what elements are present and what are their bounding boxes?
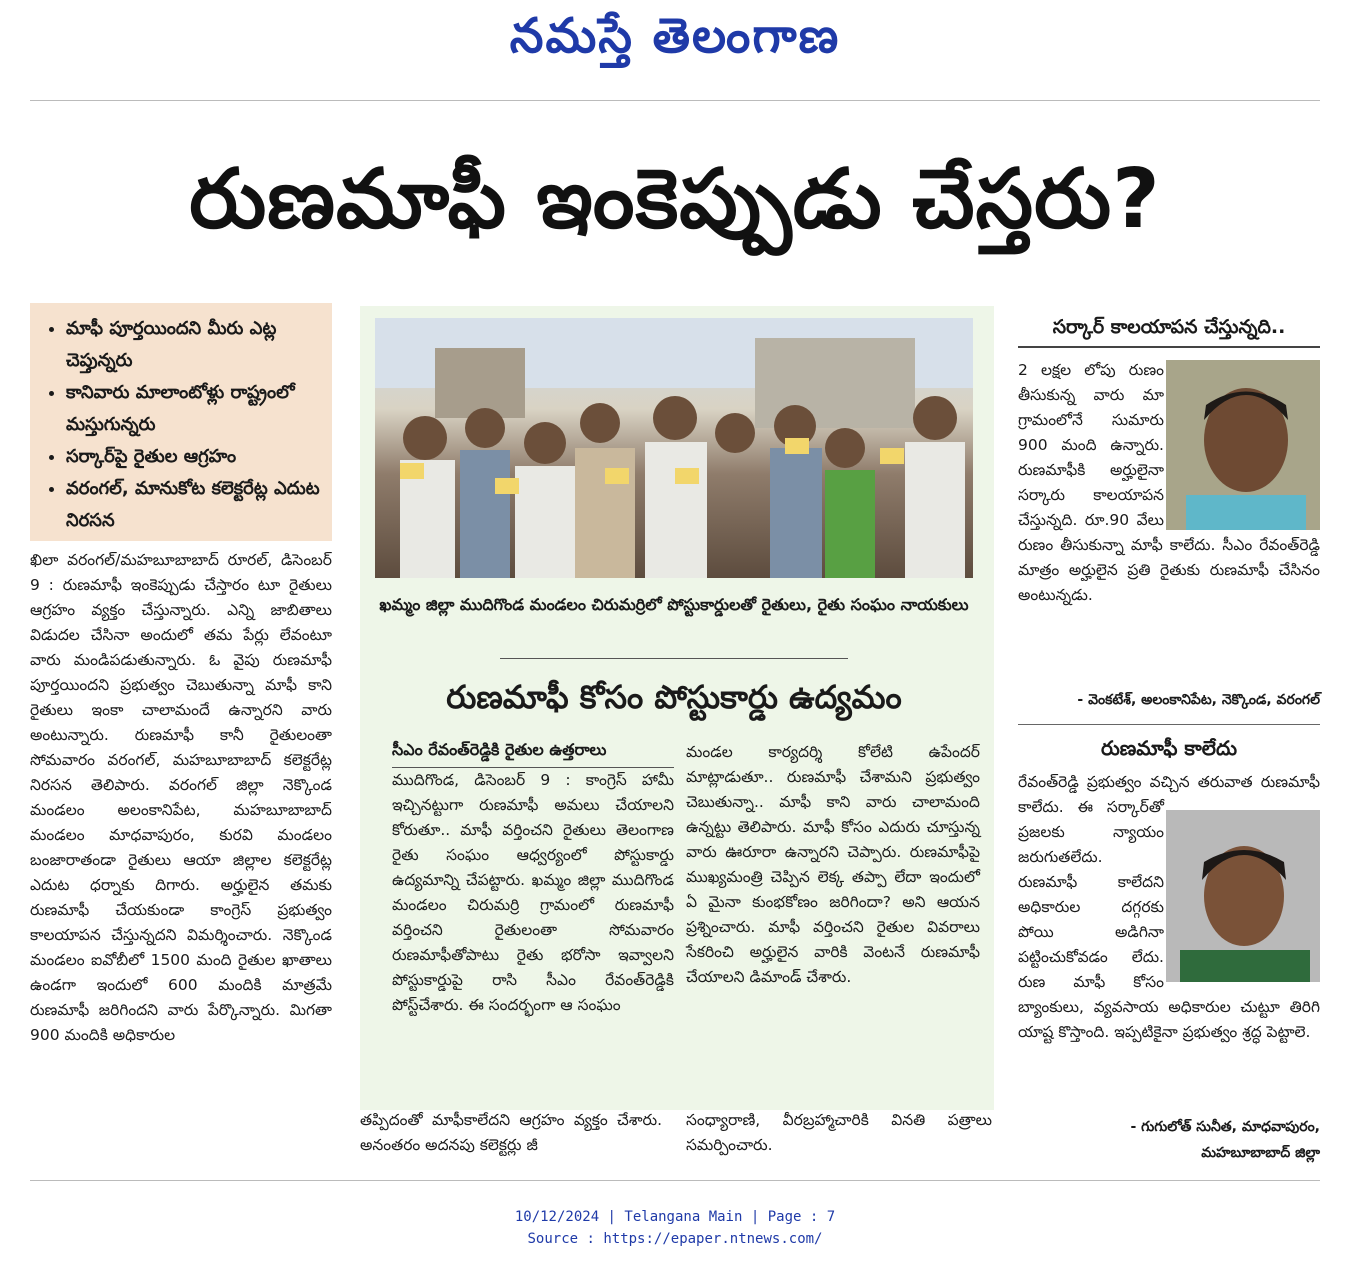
top-divider <box>30 100 1320 101</box>
signature-line: మహబూబాబాద్ జిల్లా <box>1201 1145 1320 1161</box>
side-quote-2-signature <box>1018 1114 1320 1166</box>
page-footer <box>0 1206 1350 1250</box>
masthead-logo: నమస్తే తెలంగాణ <box>509 8 841 64</box>
main-story-continued-2: సంధ్యారాణి, వీరబ్రహ్మాచారికి వినతి పత్రాలు సమర్పించారు. <box>686 1111 992 1154</box>
portrait-illustration <box>1166 360 1320 530</box>
sub-headline: రుణమాఫీ కోసం పోస్టుకార్డు ఉద్యమం <box>446 678 902 716</box>
postcard-story-col2: మండల కార్యదర్శి కోలేటి ఉపేందర్ మాట్లాడుతూ.. రుణమాఫీ చేశామని ప్రభుత్వం చెబుతున్నా.. మాఫీ కాని వారు చాలామంది ఉన్నట్టు తెలిపారు. మాఫీ కోసం ఎదురు చూస్తున్న వారు ఊరూరా ఉన్నారని చెప్పారు. రుణమాఫీపై ముఖ్యమంత్రి చెప్పిన లెక్క తప్పా లేదా ఇందులో ఏ మైనా కుంభకోణం జరిగిందా? అని ఆయన ప్రశ్నించారు. మాఫీ వర్తించని రైతుల వివరాలు సేకరించి అర్హులైన వారికి వెంటనే రుణమాఫీ చేయాలని డిమాండ్ చేశారు. <box>686 743 980 986</box>
portrait-illustration <box>1166 810 1320 982</box>
caption-divider <box>500 658 848 659</box>
side-quote-1-signature: - వెంకటేశ్, అలంకానిపేట, నెక్కొండ, వరంగల్ <box>1077 692 1320 708</box>
side-quote-1-text: 2 లక్షల లోపు రుణం తీసుకున్న వారు మా గ్రామంలోనే సుమారు 900 మంది ఉన్నారు. రుణమాఫీకి అర్హులైనా సర్కారు కాలయాపన చేస్తున్నది. రూ.90 వేలు రుణం తీసుకున్నా మాఫీ కాలేదు. సీఎం రేవంత్‌రెడ్డి మాత్రం అర్హులైన ప్రతి రైతుకు రుణమాఫీ చేసినం అంటున్నడు. <box>1018 361 1320 604</box>
photo-illustration <box>375 318 973 578</box>
side-quote-2-heading: రుణమాఫీ కాలేదు <box>1100 736 1237 760</box>
signature-line: - గుగులోత్ సునీత, మాధవాపురం, <box>1130 1119 1320 1135</box>
footer-source: Source : https://epaper.ntnews.com/ <box>527 1231 823 1247</box>
highlights-box <box>30 303 332 541</box>
footer-date-page: 10/12/2024 | Telangana Main | Page : 7 <box>514 1209 836 1225</box>
highlight-item: • సర్కార్‌పై రైతుల ఆగ్రహం <box>66 441 326 473</box>
page-headline: రుణమాఫీ ఇంకెప్పుడు చేస్తరు? <box>189 152 1161 247</box>
highlight-item: • కానివారు మాలాంటోళ్లు రాష్ట్రంలో మస్తుగున్నరు <box>66 377 326 441</box>
postcard-story-col1: ముదిగొండ, డిసెంబర్ 9 : కాంగ్రెస్ హామీ ఇచ్చినట్టుగా రుణమాఫీ అమలు చేయాలని కోరుతూ.. మాఫీ వర్తించని రైతులు తెలంగాణ రైతు సంఘం ఆధ్వర్యంలో పోస్టుకార్డు ఉద్యమాన్ని చేపట్టారు. ఖమ్మం జిల్లా ముదిగొండ మండలం చిరుమర్రి గ్రామంలో రుణమాఫీ వర్తించని రైతులంతా సోమవారం రుణమాఫీతోపాటు రైతు భరోసా ఇవ్వాలని పోస్టుకార్డుపై రాసి సీఎం రేవంత్‌రెడ్డికి పోస్ట్‌చేశారు. ఈ సందర్భంగా ఆ సంఘం <box>392 771 674 1014</box>
side-quote-1-divider <box>1018 346 1320 348</box>
highlight-item: • వరంగల్, మానుకోట కలెక్టరేట్ల ఎదుట నిరసన <box>66 473 326 537</box>
photo-caption: ఖమ్మం జిల్లా ముదిగొండ మండలం చిరుమర్రిలో పోస్టుకార్డులతో రైతులు, రైతు సంఘం నాయకులు <box>379 595 969 614</box>
bottom-divider <box>30 1180 1320 1181</box>
farmer-portrait-venkatesh <box>1166 360 1320 530</box>
side-quote-1-heading: సర్కార్ కాలయాపన చేస్తున్నది.. <box>1052 316 1286 338</box>
main-story-continued: తప్పిదంతో మాఫీకాలేదని ఆగ్రహం వ్యక్తం చేశారు. అనంతరం అదనపు కలెక్టర్లు జీ <box>360 1111 662 1154</box>
farmers-protest-photo <box>375 318 973 578</box>
side-quote-2-divider <box>1018 724 1320 725</box>
sub-sub-headline: సీఎం రేవంత్‌రెడ్డికి రైతుల ఉత్తరాలు <box>392 740 674 768</box>
side-quote-2-text: రేవంత్‌రెడ్డి ప్రభుత్వం వచ్చిన తరువాత రుణమాఫీ కాలేదు. ఈ సర్కార్‌తో ప్రజలకు న్యాయం జరుగుతలేదు. రుణమాఫీ కాలేదని అధికారుల దగ్గరకు పోయి అడిగినా పట్టించుకోవడం లేదు. రుణ మాఫీ కోసం బ్యాంకులు, వ్యవసాయ అధికారుల చుట్టూ తిరిగి యాష్ట కొస్తాంది. ఇప్పటికైనా ప్రభుత్వం శ్రద్ధ పెట్టాలె. <box>1018 773 1320 1041</box>
highlight-item: • మాఫీ పూర్తయిందని మీరు ఎట్ల చెప్తున్నరు <box>66 313 326 377</box>
main-story-text: ఖిలా వరంగల్/మహబూబాబాద్ రూరల్, డిసెంబర్ 9 : రుణమాఫీ ఇంకెప్పుడు చేస్తారం టూ రైతులు ఆగ్రహం వ్యక్తం చేస్తున్నారు. ఎన్ని జాబితాలు విడుదల చేసినా అందులో తమ పేర్లు లేవంటూ వారు మండిపడుతున్నారు. ఓ వైపు రుణమాఫీ పూర్తయిందని ప్రభుత్వం చెబుతున్నా మాఫీ కాని రైతులు ఇంకా చాలామందే ఉన్నారని వారు అంటున్నారు. రుణమాఫీ కానీ రైతులంతా సోమవారం వరంగల్, మహబూబాబాద్ కలెక్టరేట్ల నిరసన తెలిపారు. వరంగల్ జిల్లా నెక్కొండ మండలం అలంకానిపేట, మహబూబాబాద్ మండలం మాధవాపురం, కురవి మండలం బంజారాతండా రైతులు ఆయా జిల్లాల కలెక్టరేట్ల ఎదుట ధర్నాకు దిగారు. అర్హులైన తమకు రుణమాఫీ చేయకుండా కాంగ్రెస్ ప్రభుత్వం కాలయాపన చేస్తున్నదని విమర్శించారు. నెక్కొండ మండలం ఐవోబీలో 1500 మంది రైతుల ఖాతాలు ఉండగా ఇందులో 600 మందికి మాత్రమే రుణమాఫీ జరిగిందని వారు పేర్కొన్నారు. మిగతా 900 మందికి అధికారుల <box>30 551 332 1044</box>
farmer-portrait-sunitha <box>1166 810 1320 982</box>
